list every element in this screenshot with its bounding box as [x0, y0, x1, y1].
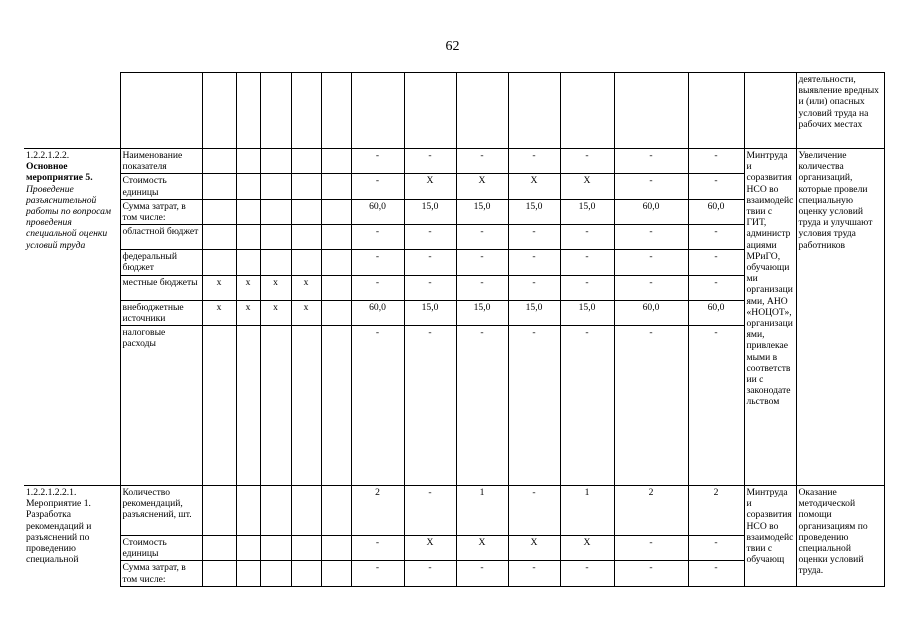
block1-row-value: 15,0: [508, 300, 560, 325]
block1-row-empty: [321, 199, 351, 224]
block1-row-mark: [260, 250, 291, 275]
block1-row-label: налоговые расходы: [120, 326, 202, 486]
block2-row-mark: [260, 486, 291, 536]
block1-row-mark: [291, 326, 321, 486]
block2-row-value: -: [456, 561, 508, 586]
block2-title: Мероприятие 1. Разработка рекомендаций и разъяснений по проведению специальной: [26, 498, 92, 566]
block2-code: 1.2.2.1.2.2.1.: [26, 487, 77, 499]
block2-row-empty: [321, 536, 351, 561]
block1-row-value: -: [508, 225, 560, 250]
block1-row-label: федеральный бюджет: [120, 250, 202, 275]
block1-row-mark: х: [291, 275, 321, 300]
block1-row-mark: х: [236, 275, 260, 300]
block1-row-value: -: [614, 149, 688, 174]
block1-row-value: -: [404, 275, 456, 300]
block1-subtitle: Проведение разъяснительной работы по вопросам проведения специальной оценки условий труда: [26, 183, 112, 251]
block1-row-value: -: [560, 326, 614, 486]
block2-row-mark: [202, 536, 236, 561]
block1-row-value: -: [404, 225, 456, 250]
continuation-empty: [456, 73, 508, 149]
block1-row-value: -: [614, 225, 688, 250]
block1-row-mark: [291, 174, 321, 199]
block1-row-value: -: [351, 174, 404, 199]
continuation-empty: [236, 73, 260, 149]
block2-row-mark: [236, 486, 260, 536]
block1-row-value: -: [404, 326, 456, 486]
block1-row-value: Х: [404, 174, 456, 199]
block1-row-value: 15,0: [560, 300, 614, 325]
block1-row-empty: [321, 174, 351, 199]
block1-row-value: 60,0: [688, 199, 744, 224]
block1-row-value: -: [351, 225, 404, 250]
block1-code: 1.2.2.1.2.2.: [26, 150, 70, 161]
block1-row-empty: [321, 149, 351, 174]
block1-row-mark: [202, 199, 236, 224]
block1-row-value: -: [404, 149, 456, 174]
block2-row-mark: [291, 486, 321, 536]
block2-row-empty: [321, 561, 351, 586]
block1-row-value: -: [560, 275, 614, 300]
block2-row-value: -: [404, 486, 456, 536]
block2-row-mark: [291, 536, 321, 561]
block2-row-mark: [291, 561, 321, 586]
block1-row-value: -: [508, 275, 560, 300]
block2-row-label: Сумма затрат, в том числе:: [120, 561, 202, 586]
block1-row-value: 15,0: [404, 199, 456, 224]
block1-row-mark: [291, 250, 321, 275]
block1-row-mark: [202, 326, 236, 486]
block1-row-value: -: [688, 250, 744, 275]
block1-row-value: -: [351, 149, 404, 174]
continuation-empty: [688, 73, 744, 149]
block1-row-mark: [236, 199, 260, 224]
block1-row-value: -: [351, 326, 404, 486]
block1-row-value: -: [688, 174, 744, 199]
block1-row-empty: [321, 326, 351, 486]
block1-result: Увеличение количества организаций, которые провели специальную оценку условий труда и улучшают условия труда работников: [796, 149, 884, 486]
block1-row-value: -: [508, 326, 560, 486]
block2-row-value: Х: [404, 536, 456, 561]
block1-row-value: 60,0: [351, 300, 404, 325]
block1-row-mark: х: [202, 300, 236, 325]
block2-row-value: -: [560, 561, 614, 586]
block1-row-value: -: [560, 250, 614, 275]
continuation-executor: [744, 73, 796, 149]
block1-row-value: 60,0: [351, 199, 404, 224]
block1-row-value: -: [508, 149, 560, 174]
block2-row-value: -: [614, 561, 688, 586]
continuation-empty: [202, 73, 236, 149]
block1-row-value: 15,0: [404, 300, 456, 325]
block1-row-value: -: [351, 250, 404, 275]
block1-row-value: -: [456, 225, 508, 250]
block2-row-mark: [260, 536, 291, 561]
block1-row-mark: [202, 149, 236, 174]
block1-row-mark: [202, 174, 236, 199]
block1-row-mark: [260, 199, 291, 224]
block2-row-value: -: [508, 486, 560, 536]
block1-row-value: -: [456, 149, 508, 174]
block1-row-value: -: [688, 225, 744, 250]
block1-row-value: Х: [508, 174, 560, 199]
block1-row-value: -: [688, 326, 744, 486]
block1-row-mark: [291, 225, 321, 250]
block2-row-value: 2: [614, 486, 688, 536]
block1-row-value: -: [688, 149, 744, 174]
block1-row-value: 15,0: [508, 199, 560, 224]
block1-row-empty: [321, 300, 351, 325]
block1-row-value: Х: [560, 174, 614, 199]
block2-row-value: 2: [351, 486, 404, 536]
block1-row-mark: х: [236, 300, 260, 325]
block2-activity: [24, 486, 120, 587]
program-table: [24, 72, 885, 587]
block1-row-value: -: [614, 250, 688, 275]
block2-row-value: -: [404, 561, 456, 586]
block1-row-mark: [291, 149, 321, 174]
block1-executor: Минтруда и соразвития НСО во взаимодействии с ГИТ, администрациями МРиГО, обучающими организациями, АНО «НОЦОТ», организациями, привлекаемыми в соответствии с законодательством: [744, 149, 796, 486]
continuation-empty: [508, 73, 560, 149]
block1-row-mark: [260, 174, 291, 199]
block1-row-value: -: [351, 275, 404, 300]
block1-row-value: -: [508, 250, 560, 275]
block1-row-value: 15,0: [456, 300, 508, 325]
continuation-empty: [291, 73, 321, 149]
block2-row-value: 1: [456, 486, 508, 536]
block2-row-label: Стоимость единицы: [120, 536, 202, 561]
block1-title: Основное мероприятие 5.: [26, 161, 93, 184]
block1-row-mark: [236, 326, 260, 486]
block1-row-label: Наименование показателя: [120, 149, 202, 174]
block2-row-value: -: [614, 536, 688, 561]
block1-row-label: внебюджетные источники: [120, 300, 202, 325]
continuation-empty: [404, 73, 456, 149]
block2-row-mark: [236, 536, 260, 561]
block2-executor: Минтруда и соразвития НСО во взаимодействии с обучающ: [744, 486, 796, 587]
block1-row-value: 60,0: [614, 300, 688, 325]
block1-activity: [24, 149, 120, 486]
continuation-empty: [321, 73, 351, 149]
block1-row-value: -: [456, 275, 508, 300]
block1-row-value: -: [560, 225, 614, 250]
page-number: 62: [445, 39, 460, 54]
block1-row-value: 15,0: [456, 199, 508, 224]
block2-row-mark: [202, 486, 236, 536]
block1-row-value: -: [560, 149, 614, 174]
block2-row-value: Х: [508, 536, 560, 561]
block1-row-mark: [202, 225, 236, 250]
block2-row-empty: [321, 486, 351, 536]
block2-row-value: -: [351, 561, 404, 586]
block2-row-mark: [236, 561, 260, 586]
continuation-empty: [614, 73, 688, 149]
block1-row-mark: х: [202, 275, 236, 300]
block1-row-mark: [260, 225, 291, 250]
block1-row-value: -: [456, 250, 508, 275]
block1-row: [24, 149, 884, 174]
block1-row-empty: [321, 225, 351, 250]
block2-row: [24, 486, 884, 536]
block1-row-value: 60,0: [614, 199, 688, 224]
block1-row-mark: [291, 199, 321, 224]
block1-row-mark: [202, 250, 236, 275]
block2-row-value: -: [688, 536, 744, 561]
block2-row-value: 2: [688, 486, 744, 536]
continuation-empty: [120, 73, 202, 149]
block1-row-empty: [321, 275, 351, 300]
continuation-result: деятельности, выявление вредных и (или) опасных условий труда на рабочих местах: [796, 73, 884, 149]
block1-row-value: -: [688, 275, 744, 300]
block1-row-label: Сумма затрат, в том числе:: [120, 199, 202, 224]
block2-row-value: -: [688, 561, 744, 586]
block2-row-value: Х: [456, 536, 508, 561]
continuation-empty: [260, 73, 291, 149]
block1-row-mark: х: [260, 300, 291, 325]
block1-row-value: Х: [456, 174, 508, 199]
block1-row-value: -: [614, 275, 688, 300]
continuation-empty: [560, 73, 614, 149]
block1-row-value: -: [456, 326, 508, 486]
continuation-row: [24, 73, 884, 149]
block1-row-label: областной бюджет: [120, 225, 202, 250]
block1-row-mark: х: [291, 300, 321, 325]
block1-row-value: -: [404, 250, 456, 275]
block1-row-mark: [236, 250, 260, 275]
block1-row-empty: [321, 250, 351, 275]
block2-row-value: 1: [560, 486, 614, 536]
block2-row-mark: [260, 561, 291, 586]
block1-row-value: 60,0: [688, 300, 744, 325]
block2-row-value: -: [351, 536, 404, 561]
block1-row-value: -: [614, 174, 688, 199]
block1-row-mark: [236, 174, 260, 199]
continuation-code: [24, 73, 120, 149]
block2-row-label: Количество рекомендаций, разъяснений, шт.: [120, 486, 202, 536]
block2-result: Оказание методической помощи организациям по проведению специальной оценки условий труда.: [796, 486, 884, 587]
block1-row-mark: [260, 149, 291, 174]
block2-row-value: Х: [560, 536, 614, 561]
block1-row-label: Стоимость единицы: [120, 174, 202, 199]
block1-row-mark: [260, 326, 291, 486]
block1-row-value: -: [614, 326, 688, 486]
block1-row-mark: х: [260, 275, 291, 300]
block2-row-value: -: [508, 561, 560, 586]
block2-row-mark: [202, 561, 236, 586]
continuation-empty: [351, 73, 404, 149]
block1-row-label: местные бюджеты: [120, 275, 202, 300]
block1-row-mark: [236, 225, 260, 250]
block1-row-value: 15,0: [560, 199, 614, 224]
block1-row-mark: [236, 149, 260, 174]
